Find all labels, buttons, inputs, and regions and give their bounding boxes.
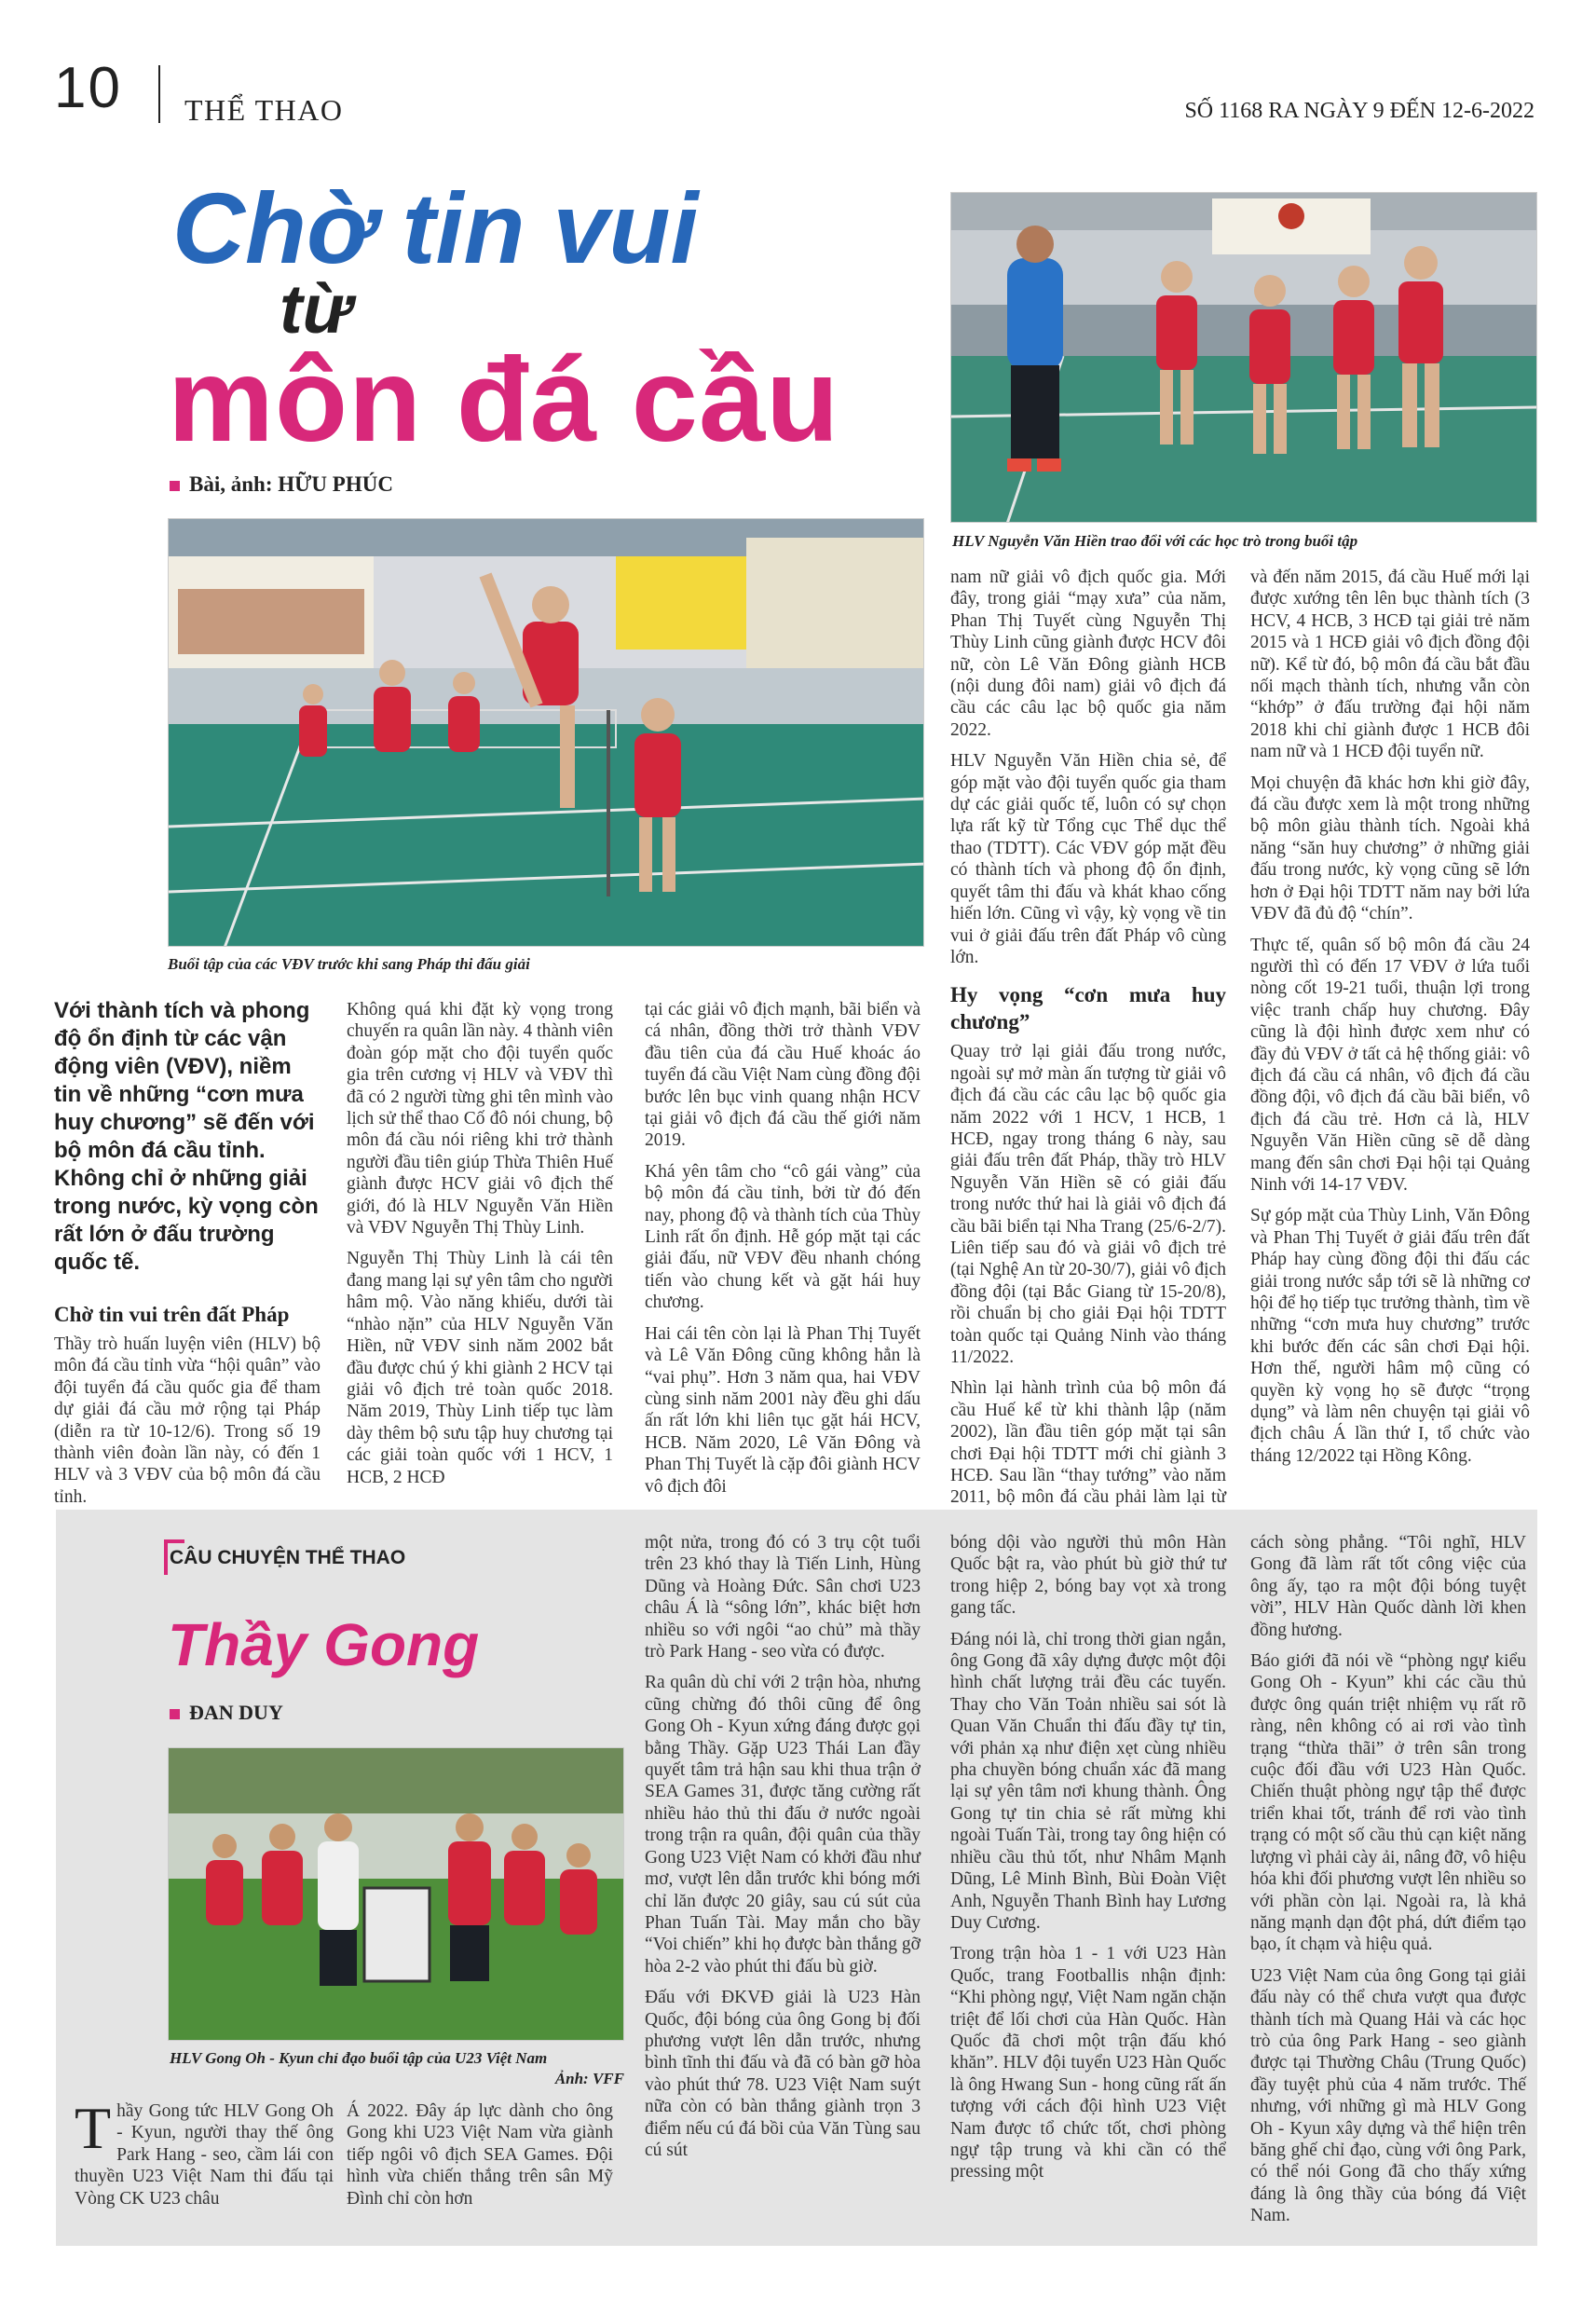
paragraph: Không quá khi đặt kỳ vọng trong chuyến ra quân lần này. 4 thành viên đoàn góp mặt cho đội tuyển quốc gia trên cương vị HLV và VĐV thì đã có 2 người từng ghi tên mình vào lịch sử thể thao Cố đô nói chung, bộ môn đá cầu nói riêng khi trở thành người đầu tiên giúp Thừa Thiên Huế giành được HCV giải vô địch thế giới, đó là HLV Nguyễn Văn Hiền và VĐV Nguyễn Thị Thùy Linh. — [347, 1000, 613, 1238]
paragraph: Nhìn lại hành trình của bộ môn đá cầu Huế kể từ khi thành lập (năm 2002), lần đầu tiên góp mặt tại sân chơi Đại hội TDTT mới chỉ giành 3 HCĐ. Sau lần “thay tướng” vào năm 2011, bộ môn đá cầu phải làm lại từ — [950, 1378, 1226, 1508]
feature-column-4 — [950, 1532, 1226, 2193]
article-lead: Với thành tích và phong độ ổn định từ các vận động viên (VĐV), niềm tin về những “cơn mưa huy chương” sẽ đến với bộ môn đá cầu tỉnh. Không chỉ ở những giải trong nước, kỳ vọng còn rất lớn ở đấu trường quốc tế. — [54, 998, 319, 1275]
paragraph: Báo giới đã nói về “phòng ngự kiểu Gong Oh - Kyun” khi các cầu thủ được ông quán triệt nhiệm vụ rất rõ ràng, nên không có ai rơi vào tình trạng “thừa thãi” ở trên sân trong cuộc đối đầu với U23 Hàn Quốc. Chiến thuật phòng ngự tập thể được triển khai tốt, tránh để rơi vào tình trạng có một số cầu thủ cạn kiệt năng lượng vì phải cày ải, nâng đỡ, vô hiệu hóa khi đối phương vượt lên nhiều so với phần còn lại. Ngoài ra, là khả năng mạnh dạn đột phá, dứt điểm tạo bạo, ít chạm và hiệu quả. — [1250, 1651, 1526, 1955]
feature-column-2 — [347, 2100, 613, 2219]
title-line-3: môn đá cầu — [168, 334, 840, 467]
paragraph: nam nữ giải vô địch quốc gia. Mới đây, trong giải “mạy xưa” của năm, Phan Thị Tuyết cùng Nguyễn Thị Thùy Linh cũng giành được HCV đôi nữ, còn Lê Văn Đông giành HCB (nội dung đôi nam) giải vô địch đá cầu các câu lạc bộ quốc gia năm 2022. — [950, 568, 1226, 740]
feature-column-1 — [75, 2095, 334, 2219]
feature-title: Thầy Gong — [168, 1611, 480, 1678]
dropcap: T — [75, 2095, 112, 2161]
paragraph: Đáng nói là, chỉ trong thời gian ngắn, ông Gong đã xây dựng được một đội hình chất lượng trải đều các tuyến. Thay cho Văn Toản nhiều sai sót là Quan Văn Chuẩn thi đấu đầy tự tin, với phản xạ như điện xẹt cùng nhiều pha chuyền bóng chuẩn xác đã mang lại sự yên tâm nơi khung thành. Ông Gong tự tin chia sẻ rất mừng khi ngoài Tuấn Tài, trong tay ông hiện có nhiều cầu thủ tốt, như Nhâm Mạnh Dũng, Lê Minh Bình, Bùi Đoàn Việt Anh, Nguyễn Thanh Bình hay Lương Duy Cương. — [950, 1629, 1226, 1933]
title-line-1: Chờ tin vui — [172, 171, 699, 284]
article-column-3 — [645, 999, 921, 1507]
feature-kicker: CÂU CHUYỆN THỂ THAO — [170, 1547, 406, 1568]
paragraph: Đấu với ĐKVĐ giải là U23 Hàn Quốc, đội bóng của ông Gong bị đối phương vượt lên dẫn trước, nhưng bình tĩnh thi đấu và đã có bàn gỡ hòa vào phút thứ 78. U23 Việt Nam suýt nữa còn có bàn thắng giành trọn 3 điểm nếu cú đá bồi của Văn Tùng sau cú sút — [645, 1988, 921, 2160]
byline-text: Bài, ảnh: HỮU PHÚC — [189, 472, 393, 496]
article-column-5 — [1250, 567, 1530, 1476]
paragraph: cách sòng phẳng. “Tôi nghĩ, HLV Gong đã làm rất tốt công việc của ông ấy, tạo ra một đội bóng tuyệt vời”, HLV Hàn Quốc dành lời khen đồng hương. — [1250, 1533, 1526, 1640]
paragraph: Mọi chuyện đã khác hơn khi giờ đây, đá cầu được xem là một trong những bộ môn giàu thành tích. Ngoài khả năng “săn huy chương” ở những giải đấu trong nước, kỳ vọng cũng sẽ lớn hơn ở Đại hội TDTT năm nay bởi lứa VĐV đã đủ độ “chín”. — [1250, 773, 1530, 924]
byline-marker-icon — [170, 1709, 180, 1719]
paragraph: Thầy trò huấn luyện viên (HLV) bộ môn đá cầu tỉnh vừa “hội quân” vào đội tuyển đá cầu quốc gia để tham dự giải đá cầu mở rộng tại Pháp (diễn ra từ 10-12/6). Trong số 19 thành viên đoàn lần này, có đến 1 HLV và 3 VĐV của bộ môn đá cầu tỉnh. — [54, 1334, 321, 1507]
paragraph: một nửa, trong đó có 3 trụ cột tuổi trên 23 khó thay là Tiến Linh, Hùng Dũng và Hoàng Đức. Sân chơi U23 châu Á là “sông lớn”, khác biệt hơn nhiều so với ngôi “ao chủ” mà thầy trò Park Hang - seo vừa có được. — [645, 1533, 921, 1662]
paragraph: tại các giải vô địch mạnh, bãi biển và cá nhân, đồng thời trở thành VĐV đầu tiên của đá cầu Huế khoác áo tuyển đá cầu Việt Nam cùng đồng đội bước lên bục vinh quang nhận HCV tại giải vô địch đá cầu thế giới năm 2019. — [645, 1000, 921, 1151]
feature-byline-text: ĐAN DUY — [189, 1701, 283, 1724]
page-number: 10 — [54, 56, 122, 120]
paragraph: Thực tế, quân số bộ môn đá cầu 24 người thì có đến 17 VĐV ở lứa tuổi nòng cốt 19-21 tuổi, thuận lợi trong việc tranh chấp huy chương. Đây cũng là đội hình được xem như có đầy đủ VĐV ở tất cả hệ thống giải: vô địch đá cầu cá nhân, vô địch đá cầu đồng đội, vô địch đá cầu bãi biển, vô địch đá cầu trẻ. Hơn cả là, HLV Nguyễn Văn Hiền cũng sẽ dễ dàng mang đến sân chơi Đại hội tại Quảng Ninh với 14-17 VĐV. — [1250, 935, 1530, 1195]
photo-coach-talk-image — [951, 193, 1537, 523]
paragraph: Ra quân dù chỉ với 2 trận hòa, nhưng cũng chừng đó thôi cũng để ông Gong Oh - Kyun xứng đáng được gọi bằng Thầy. Gặp U23 Thái Lan đầy quyết tâm trả hận sau khi thua trận ở SEA Games 31, được tăng cường rất nhiều hảo thủ thi đấu ở nước ngoài trong trận ra quân, đội quân của thầy Gong U23 Việt Nam có khởi đầu như mơ, vượt lên dẫn trước khi bóng mới chỉ lăn được 20 giây, sau cú sút của Phan Tuấn Tài. May mắn cho bầy “Voi chiến” khi họ được bàn thắng gỡ hòa 2-2 vào phút thi đấu bù giờ. — [645, 1673, 921, 1977]
paragraph: bóng dội vào người thủ môn Hàn Quốc bật ra, vào phút bù giờ thứ tư trong hiệp 2, bóng bay vọt xà trong gang tấc. — [950, 1533, 1226, 1619]
paragraph: HLV Nguyễn Văn Hiền chia sẻ, để góp mặt vào đội tuyển quốc gia tham dự các giải quốc tế, luôn có sự chọn lựa rất kỹ từ Tổng cục Thể dục thể thao (TDTT). Các VĐV góp mặt đều có thành tích và phong độ ổn định, quyết tâm thi đấu và khát khao cống hiến lớn. Cũng vì vậy, kỳ vọng về tin vui ở giải đấu trên đất Pháp vô cùng lớn. — [950, 751, 1226, 967]
issue-info: SỐ 1168 RA NGÀY 9 ĐẾN 12-6-2022 — [1184, 99, 1535, 123]
paragraph: U23 Việt Nam của ông Gong tại giải đấu này có thể chưa vượt qua được thành tích mà Quang Hải và các học trò của ông Park Hang - seo giành được tại Thường Châu (Trung Quốc) đầy tuyệt phủ của 4 năm trước. Thế nhưng, với những gì mà HLV Gong Oh - Kyun xây dựng và thể hiện trên băng ghế chỉ đạo, cùng với ông Park, có thể nói Gong đã cho thấy xứng đáng là ông thầy của bóng đá Việt Nam. — [1250, 1965, 1526, 2226]
photo-coach-talk — [950, 192, 1537, 523]
paragraph: Sự góp mặt của Thùy Linh, Văn Đông và Phan Thị Tuyết ở giải đấu trên đất Pháp hay cùng đồng đội thi đấu các giải trong nước sắp tới sẽ là những cơ hội để họ tiếp tục trưởng thành, tìm về những “cơn mưa huy chương” trước khi bước đến các sân chơi Đại hội. Hơn thế, người hâm mộ cũng có quyền kỳ vọng họ sẽ được “trọng dụng” và làm nên chuyện tại giải vô địch châu Á lần thứ I, tổ chức vào tháng 12/2022 tại Hồng Kông. — [1250, 1206, 1530, 1466]
subhead-france: Chờ tin vui trên đất Pháp — [54, 1303, 290, 1326]
paragraph: Hai cái tên còn lại là Phan Thị Tuyết và Lê Văn Đông cũng không hẳn là “vai phụ”. Hơn 3 năm qua, hai VĐV cùng sinh năm 2001 này đều ghi dấu ấn rất lớn khi liên tục gặt hái HCV, HCB. Năm 2020, Lê Văn Đông và Phan Thị Tuyết là cặp đôi giành HCV vô địch đôi — [645, 1323, 921, 1497]
paragraph — [75, 2095, 334, 2209]
photo-gong-training-image — [169, 1748, 624, 2041]
paragraph: Á 2022. Đây áp lực dành cho ông Gong khi U23 Việt Nam vừa giành tiếp ngôi vô địch SEA Games. Đội hình vừa chiến thắng trên sân Mỹ Đình chỉ còn hơn — [347, 2101, 613, 2209]
photo-gong-training — [168, 1747, 624, 2041]
photo-training-session-image — [169, 519, 924, 947]
paragraph: Khá yên tâm cho “cô gái vàng” của bộ môn đá cầu tỉnh, bởi từ đó đến nay, phong độ và thành tích của Thùy Linh rất ổn định. Hễ góp mặt tại các giải đấu, nữ VĐV đều nhanh chóng tiến vào chung kết và gặt hái huy chương. — [645, 1161, 921, 1313]
article-column-4 — [950, 567, 1226, 1539]
photo-training-session — [168, 518, 924, 947]
article-column-1 — [54, 997, 321, 1517]
paragraph-text: hầy Gong tức HLV Gong Oh - Kyun, người thay thế ông Park Hang - seo, cầm lái con thuyền U23 Việt Nam thi đấu tại Vòng CK U23 châu — [75, 2101, 334, 2209]
header-divider — [158, 65, 160, 123]
caption-training-session: Buổi tập của các VĐV trước khi sang Pháp thi đấu giải — [168, 955, 530, 973]
byline-marker-icon — [170, 481, 180, 491]
subhead-medal-hope: Hy vọng “cơn mưa huy chương” — [950, 983, 1226, 1034]
feature-column-5 — [1250, 1532, 1526, 2237]
title-line-2: từ — [280, 270, 352, 348]
section-name: THỂ THAO — [184, 93, 344, 127]
feature-byline — [170, 1701, 283, 1725]
article-byline — [170, 472, 393, 497]
caption-gong-training: HLV Gong Oh - Kyun chỉ đạo buổi tập của U23 Việt Nam — [170, 2049, 548, 2067]
article-column-2 — [347, 999, 613, 1498]
paragraph: Quay trở lại giải đấu trong nước, ngoài sự mở màn ấn tượng từ giải vô địch đá cầu các câu lạc bộ quốc gia năm 2022 với 1 HCV, 1 HCB, 1 HCĐ, ngay trong tháng 6 này, sau giải đấu trên đất Pháp, thầy trò HLV Nguyễn Văn Hiền sẽ có giải đấu trong nước thứ hai là giải vô địch đá cầu bãi biển tại Nha Trang (25/6-2/7). Liên tiếp sau đó và giải vô địch trẻ (tại Nghệ An từ 20-30/7), giải vô địch đồng đội (tại Bắc Giang từ 15-20/8), rồi chuẩn bị cho giải Đại hội TDTT toàn quốc tại Quảng Ninh vào tháng 11/2022. — [950, 1042, 1226, 1367]
paragraph: và đến năm 2015, đá cầu Huế mới lại được xướng tên lên bục thành tích (3 HCV, 4 HCB, 3 HCĐ tại giải trẻ năm 2015 và 1 HCĐ giải vô địch đồng đội nữ). Kể từ đó, bộ môn đá cầu bắt đầu nối mạch thành tích, nhưng vẫn còn “khớp” ở đấu trường đại hội năm 2018 khi chỉ giành được 1 HCB đôi nam nữ và 1 HCĐ đội tuyển nữ. — [1250, 568, 1530, 762]
feature-column-3 — [645, 1532, 921, 2170]
paragraph: Trong trận hòa 1 - 1 với U23 Hàn Quốc, trang Footballis nhận định: “Khi phòng ngự, Việt Nam ngăn chặn triệt để lối chơi của Hàn Quốc. Hàn Quốc đã chơi một trận đấu khó khăn”. HLV đội tuyển U23 Hàn Quốc là ông Hwang Sun - hong cũng rất ấn tượng với cách đội hình U23 Việt Nam được tổ chức tốt, chơi phòng ngự tập trung và khi cần có thể pressing một — [950, 1944, 1226, 2182]
photo-credit: Ảnh: VFF — [554, 2070, 624, 2087]
caption-coach-talk: HLV Nguyễn Văn Hiền trao đổi với các học trò trong buổi tập — [952, 532, 1358, 550]
paragraph: Nguyễn Thị Thùy Linh là cái tên đang mang lại sự yên tâm cho người hâm mộ. Vào năng khiếu, dưới tài “nhào nặn” của HLV Nguyễn Văn Hiền, nữ VĐV sinh năm 2002 bắt đầu được chú ý khi giành 2 HCV tại giải vô địch trẻ toàn quốc 2018. Năm 2019, Thùy Linh tiếp tục làm dày thêm bộ sưu tập huy chương tại các giải toàn quốc với 1 HCV, 1 HCB, 2 HCĐ — [347, 1249, 613, 1487]
